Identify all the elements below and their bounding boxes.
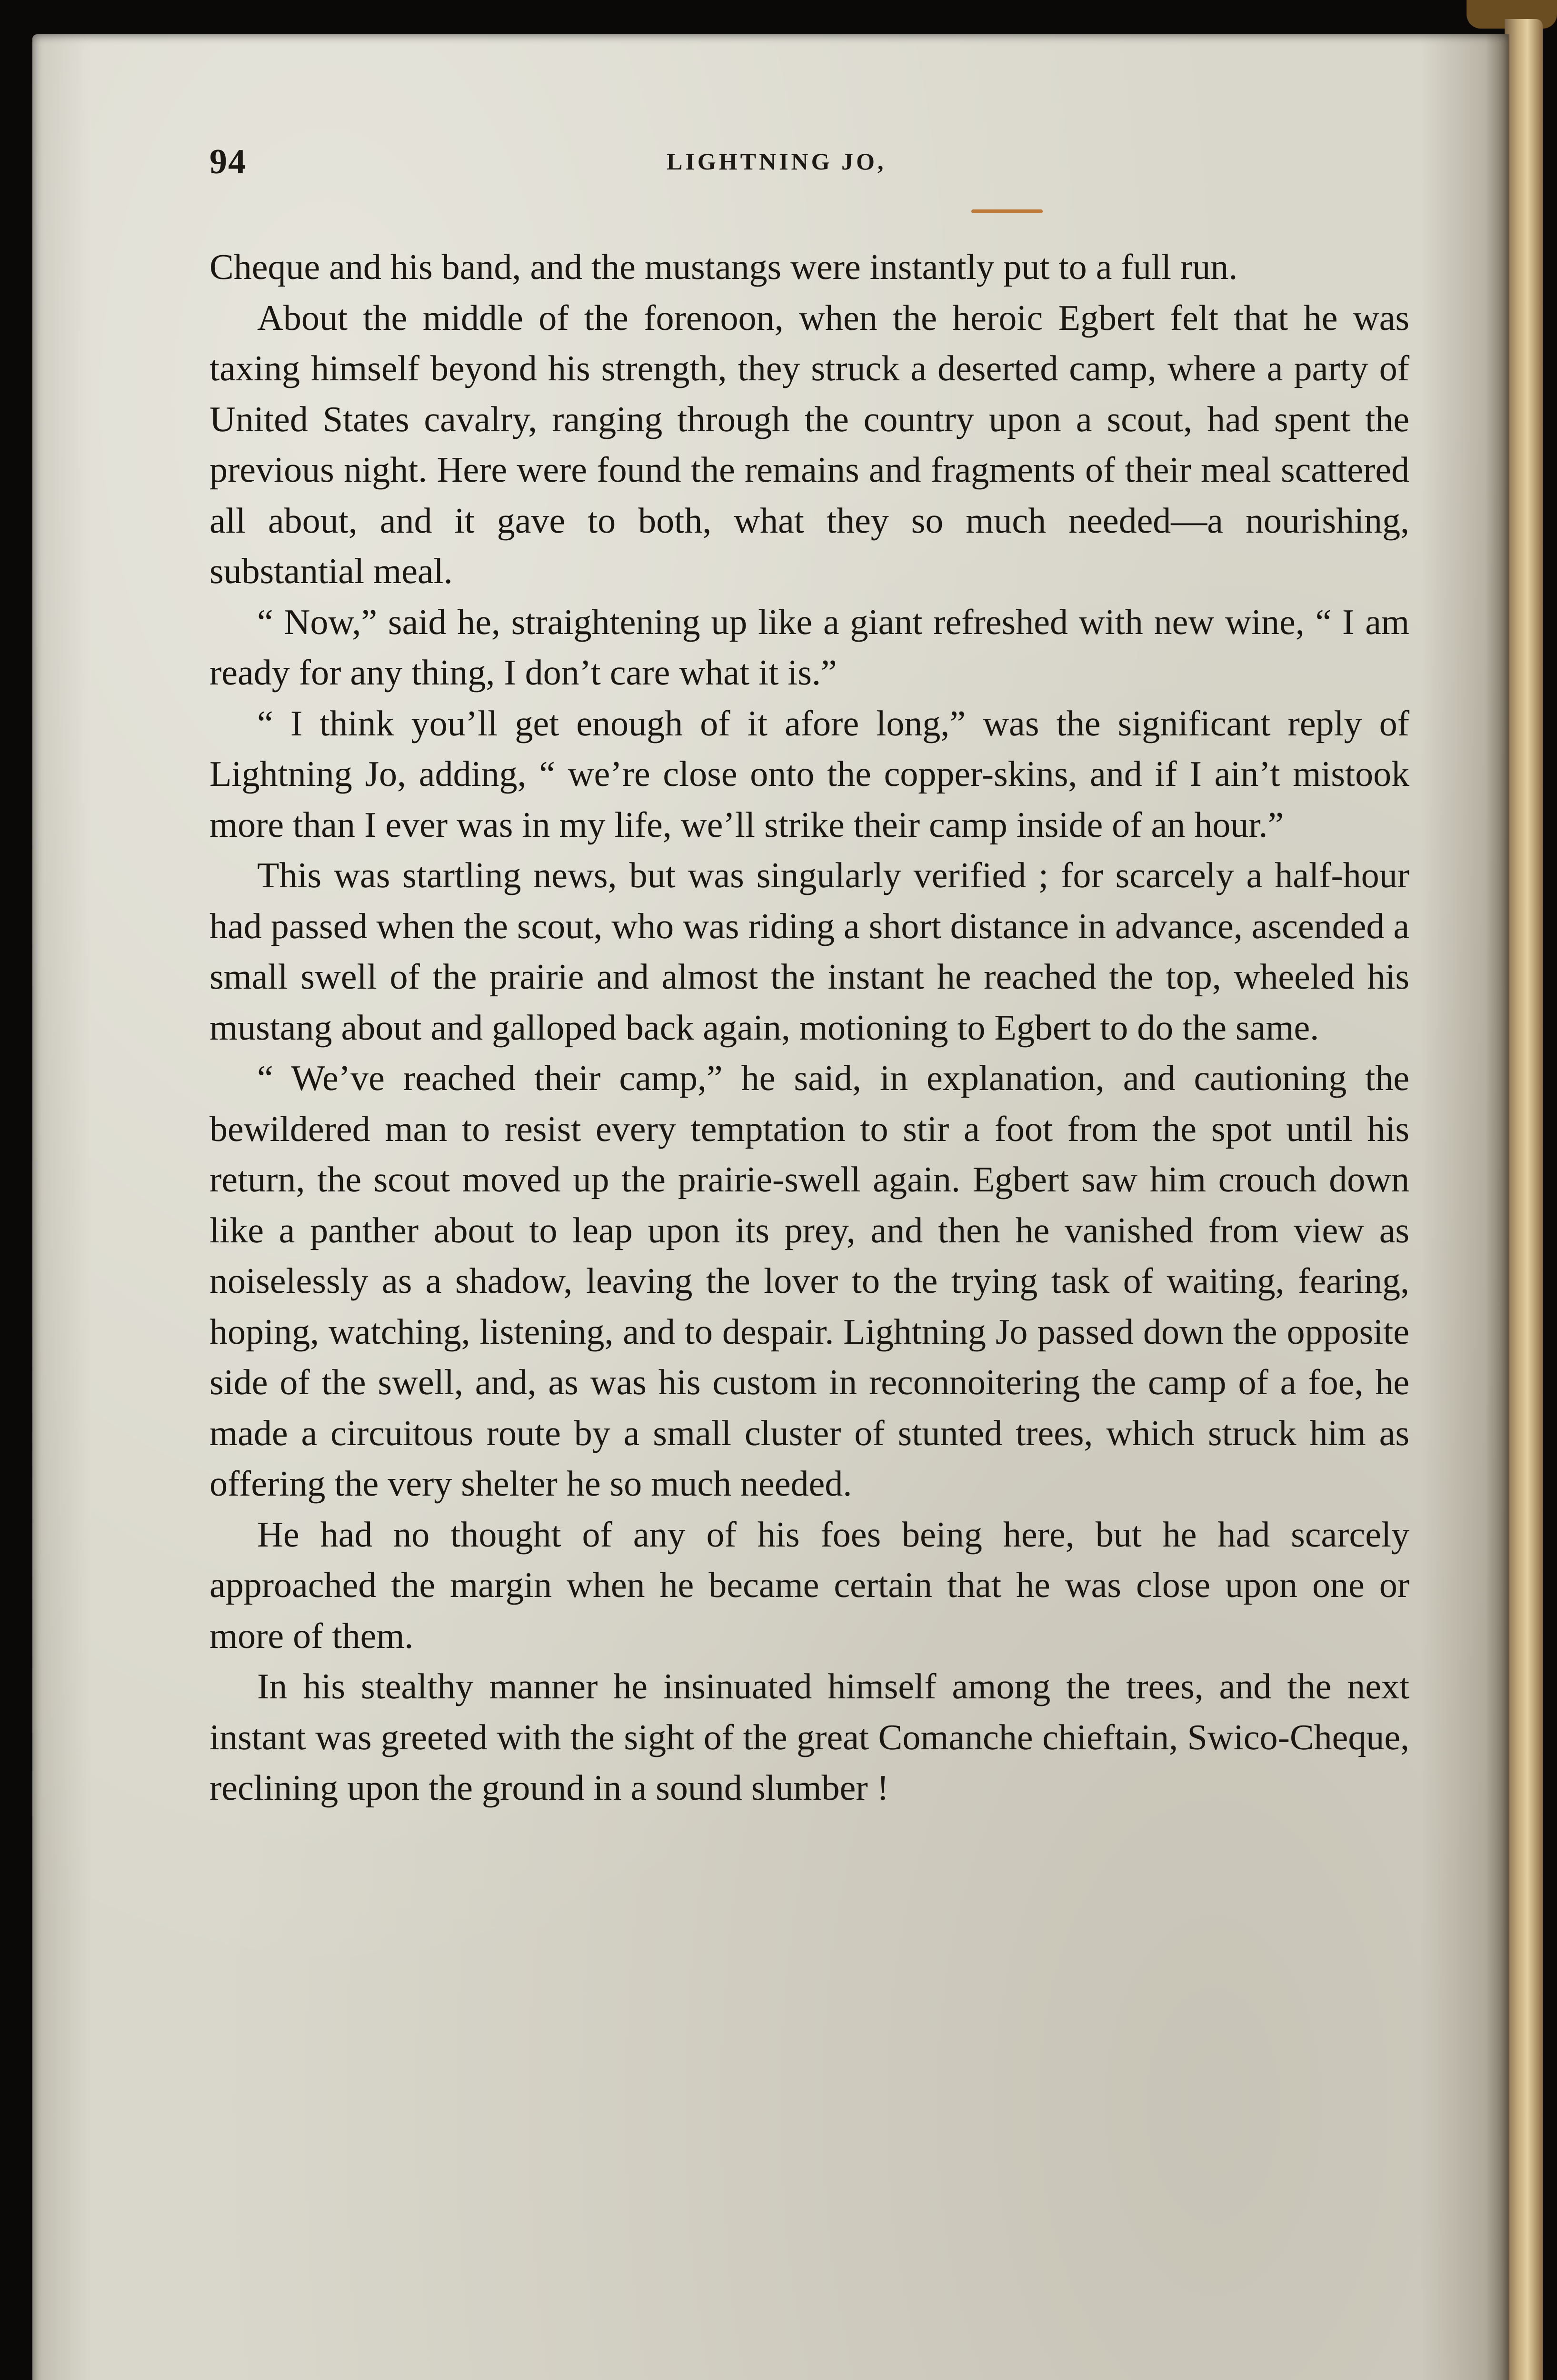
page-header	[210, 142, 1409, 185]
ink-mark	[971, 209, 1043, 213]
paragraph: Cheque and his band, and the mustangs were instantly put to a full run.	[210, 247, 1238, 287]
paragraph: This was startling news, but was singularly verified ; for scarcely a half-hour had passed when the scout, who was riding a short distance in advance, ascended a small swell of the prairie and almost the instant he reached the top, wheeled his mustang about and galloped back again, motioning to Egbert to do the same.	[210, 855, 1409, 1048]
paragraph: “ Now,” said he, straightening up like a giant refreshed with new wine, “ I am ready for any thing, I don’t care what it is.”	[210, 602, 1409, 693]
running-head: LIGHTNING JO,	[667, 148, 887, 175]
paragraph: “ We’ve reached their camp,” he said, in explanation, and cautioning the bewildered man to resist every temptation to stir a foot from the spot until his return, the scout moved up the prairie-swell again. Egbert saw him crouch down like a panther about to leap upon its prey, and then he vanished from view as noiselessly as a shadow, leaving the lover to the trying task of waiting, fearing, hoping, watching, listening, and to despair. Lightning Jo passed down the opposite side of the swell, and, as was his custom in reconnoitering the camp of a foe, he made a circuitous route by a small cluster of stunted trees, which struck him as offering the very shelter he so much needed.	[210, 1058, 1409, 1504]
paragraph: About the middle of the forenoon, when the heroic Egbert felt that he was taxing himself beyond his strength, they struck a deserted camp, where a party of United States cavalry, ranging through the country upon a scout, had spent the previous night. Here were found the remains and fragments of their meal scattered all about, and it gave to both, what they so much needed—a nourishing, substantial meal.	[210, 298, 1409, 591]
paragraph: In his stealthy manner he insinuated himself among the trees, and the next instant was greeted with the sight of the great Comanche chieftain, Swico-Cheque, reclining upon the ground in a sound slumber !	[210, 1666, 1409, 1808]
body-text	[210, 242, 1409, 1814]
page-number: 94	[210, 142, 247, 181]
paragraph: He had no thought of any of his foes being here, but he had scarcely approached the margin when he became certain that he was close upon one or more of them.	[210, 1514, 1409, 1656]
paragraph: “ I think you’ll get enough of it afore long,” was the significant reply of Lightning Jo, adding, “ we’re close onto the copper-skins, and if I ain’t mistook more than I ever was in my life, we’ll strike their camp inside of an hour.”	[210, 703, 1409, 845]
next-page-edge	[1505, 19, 1543, 2380]
spine-shadow	[1486, 34, 1509, 2380]
